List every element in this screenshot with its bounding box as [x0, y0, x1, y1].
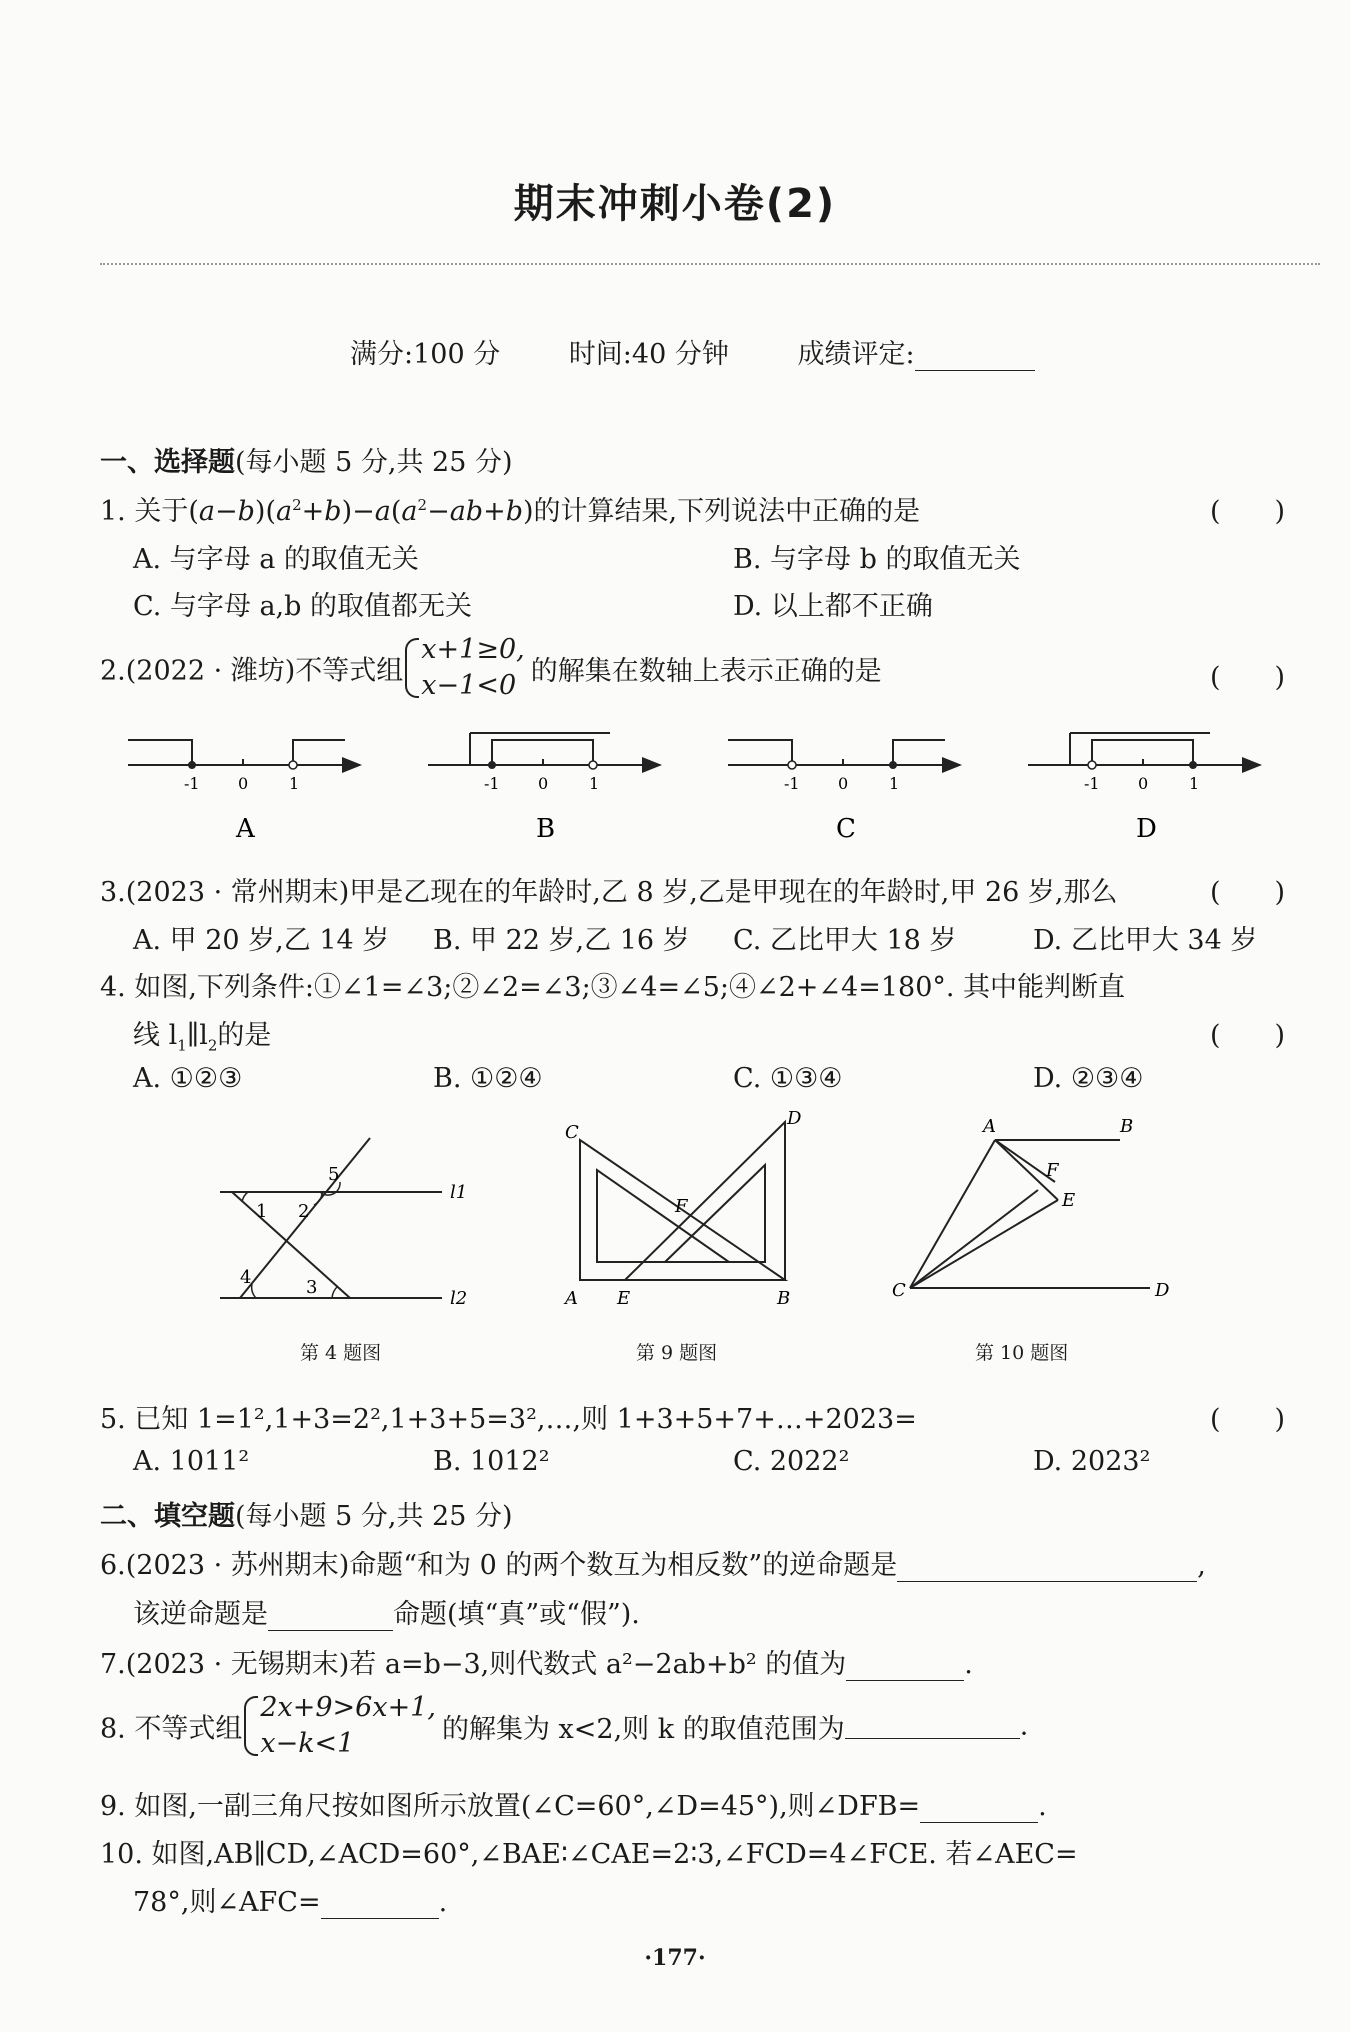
point-b-label: B	[777, 1288, 791, 1309]
q3-option-c[interactable]: C. 乙比甲大 18 岁	[733, 925, 957, 956]
tick-label: -1	[184, 774, 200, 793]
q5-option-c[interactable]: C. 2022²	[733, 1446, 850, 1477]
tick-label: 1	[589, 774, 600, 793]
point-f-label: F	[1046, 1160, 1059, 1181]
q5-option-b[interactable]: B. 1012²	[433, 1446, 550, 1477]
exam-meta	[350, 332, 1095, 371]
grade-blank[interactable]	[915, 344, 1035, 371]
q9-blank[interactable]	[920, 1798, 1038, 1823]
number-line-d[interactable]	[1028, 733, 1260, 844]
point-a-label: A	[565, 1288, 578, 1309]
option-label-b: B	[536, 814, 556, 844]
number-line-b[interactable]	[428, 733, 660, 844]
q3-option-b[interactable]: B. 甲 22 岁,乙 16 岁	[433, 925, 690, 956]
point-c-label: C	[892, 1280, 906, 1301]
point-e-label: E	[1062, 1190, 1076, 1211]
question-4-stem-line2: 线 $l_1\parallel l_2$的是	[133, 1020, 272, 1055]
answer-paren-1[interactable]: ( )	[1210, 496, 1286, 527]
q1-option-c[interactable]: C. 与字母 a,b 的取值都无关	[133, 591, 472, 622]
angle-4-label: 4	[240, 1267, 252, 1288]
q1-option-a[interactable]: A. 与字母 a 的取值无关	[133, 544, 419, 575]
point-c-label: C	[565, 1122, 579, 1143]
answer-paren-4[interactable]: ( )	[1210, 1020, 1286, 1051]
section-choice-heading: 一、选择题(每小题 5 分,共 25 分)	[100, 447, 513, 478]
q4-option-a[interactable]: A. ①②③	[133, 1063, 243, 1094]
section-fill-heading: 二、填空题(每小题 5 分,共 25 分)	[100, 1501, 513, 1532]
tick-label: -1	[484, 774, 500, 793]
page-number: ·177·	[644, 1945, 706, 1971]
tick-label: -1	[784, 774, 800, 793]
q1-option-d[interactable]: D. 以上都不正确	[733, 591, 933, 622]
point-b-label: B	[1120, 1116, 1134, 1137]
option-label-d: D	[1136, 814, 1157, 844]
tick-label: 1	[1189, 774, 1200, 793]
q10-blank[interactable]	[321, 1894, 439, 1919]
angle-5-label: 5	[328, 1164, 340, 1185]
option-label-c: C	[836, 814, 856, 844]
angle-3-label: 3	[306, 1277, 318, 1298]
q1-option-b[interactable]: B. 与字母 b 的取值无关	[733, 544, 1021, 575]
grade-label: 成绩评定:	[797, 339, 915, 370]
q7-blank[interactable]	[846, 1656, 964, 1681]
question-6-line1: 6.(2023 · 苏州期末)命题“和为 0 的两个数互为相反数”的逆命题是 ,	[100, 1550, 1206, 1581]
tick-label: 0	[1138, 774, 1149, 793]
inequality-system-2: x+1≥0, x−1<0	[403, 632, 524, 704]
point-d-label: D	[787, 1110, 802, 1129]
question-4-stem-line1: 4. 如图,下列条件:①∠1=∠3;②∠2=∠3;③∠4=∠5;④∠2+∠4=180°. 其中能判断直	[100, 972, 1126, 1003]
tick-label: -1	[1084, 774, 1100, 793]
tick-label: 0	[238, 774, 249, 793]
q3-option-a[interactable]: A. 甲 20 岁,乙 14 岁	[133, 925, 390, 956]
tick-label: 0	[538, 774, 549, 793]
page-title: 期末冲刺小卷(2)	[513, 181, 837, 227]
figure-9-caption: 第 9 题图	[636, 1342, 718, 1364]
q4-option-d[interactable]: D. ②③④	[1033, 1063, 1144, 1094]
question-6-line2: 该逆命题是 命题(填“真”或“假”).	[133, 1599, 640, 1630]
full-score: 满分:100 分	[350, 339, 501, 370]
answer-paren-5[interactable]: ( )	[1210, 1404, 1286, 1435]
question-9: 9. 如图,一副三角尺按如图所示放置(∠C=60°,∠D=45°),则∠DFB= .	[100, 1791, 1047, 1822]
number-line-a[interactable]	[128, 740, 360, 844]
answer-paren-3[interactable]: ( )	[1210, 877, 1286, 908]
q5-option-a[interactable]: A. 1011²	[133, 1446, 250, 1477]
angle-1-label: 1	[256, 1201, 268, 1222]
tick-label: 1	[289, 774, 300, 793]
line-l1-label: l1	[450, 1182, 468, 1203]
answer-paren-2[interactable]: ( )	[1210, 662, 1286, 693]
question-10-line1: 10. 如图,AB∥CD,∠ACD=60°,∠BAE∶∠CAE=2∶3,∠FCD=4∠FCE. 若∠AEC=	[100, 1839, 1078, 1870]
number-line-c[interactable]	[728, 740, 960, 844]
figure-10	[880, 1110, 1180, 1320]
q3-option-d[interactable]: D. 乙比甲大 34 岁	[1033, 925, 1258, 956]
question-8: 8. 不等式组2x+9>6x+1, x−k<1 的解集为 x<2,则 k 的取值范围为 .	[100, 1690, 1028, 1762]
question-2-stem: 2.(2022 · 潍坊)不等式组x+1≥0, x−1<0 的解集在数轴上表示正确的是	[100, 632, 882, 704]
q4-option-c[interactable]: C. ①③④	[733, 1063, 843, 1094]
time-limit: 时间:40 分钟	[568, 339, 729, 370]
figure-4-caption: 第 4 题图	[300, 1342, 382, 1364]
question-3-stem: 3.(2023 · 常州期末)甲是乙现在的年龄时,乙 8 岁,乙是甲现在的年龄时,甲 26 岁,那么	[100, 877, 1118, 908]
tick-label: 1	[889, 774, 900, 793]
figure-10-caption: 第 10 题图	[975, 1342, 1069, 1364]
q5-option-d[interactable]: D. 2023²	[1033, 1446, 1151, 1477]
option-label-a: A	[236, 814, 255, 844]
point-f-label: F	[675, 1196, 688, 1217]
question-7: 7.(2023 · 无锡期末)若 a=b−3,则代数式 a²−2ab+b² 的值为 .	[100, 1649, 973, 1680]
q6-blank-2[interactable]	[268, 1606, 393, 1631]
inequality-system-8: 2x+9>6x+1, x−k<1	[242, 1690, 436, 1762]
title-divider	[100, 263, 1320, 265]
number-line-options	[110, 725, 1290, 845]
q8-blank[interactable]	[845, 1714, 1020, 1739]
question-1-stem: 1. 关于$(a-b)(a^2+b)-a(a^2-ab+b)$的计算结果,下列说法中正确的是	[100, 496, 921, 527]
point-a-label: A	[983, 1116, 996, 1137]
question-5-stem: 5. 已知 1=1²,1+3=2²,1+3+5=3²,…,则 1+3+5+7+…+2023=	[100, 1404, 917, 1435]
tick-label: 0	[838, 774, 849, 793]
question-10-line2: 78°,则∠AFC= .	[133, 1887, 448, 1918]
figure-4	[210, 1130, 500, 1320]
point-e-label: E	[617, 1288, 631, 1309]
point-d-label: D	[1155, 1280, 1170, 1301]
line-l2-label: l2	[450, 1288, 468, 1309]
q6-blank-1[interactable]	[897, 1557, 1197, 1582]
angle-2-label: 2	[298, 1201, 310, 1222]
figure-9	[555, 1110, 815, 1320]
q4-option-b[interactable]: B. ①②④	[433, 1063, 543, 1094]
